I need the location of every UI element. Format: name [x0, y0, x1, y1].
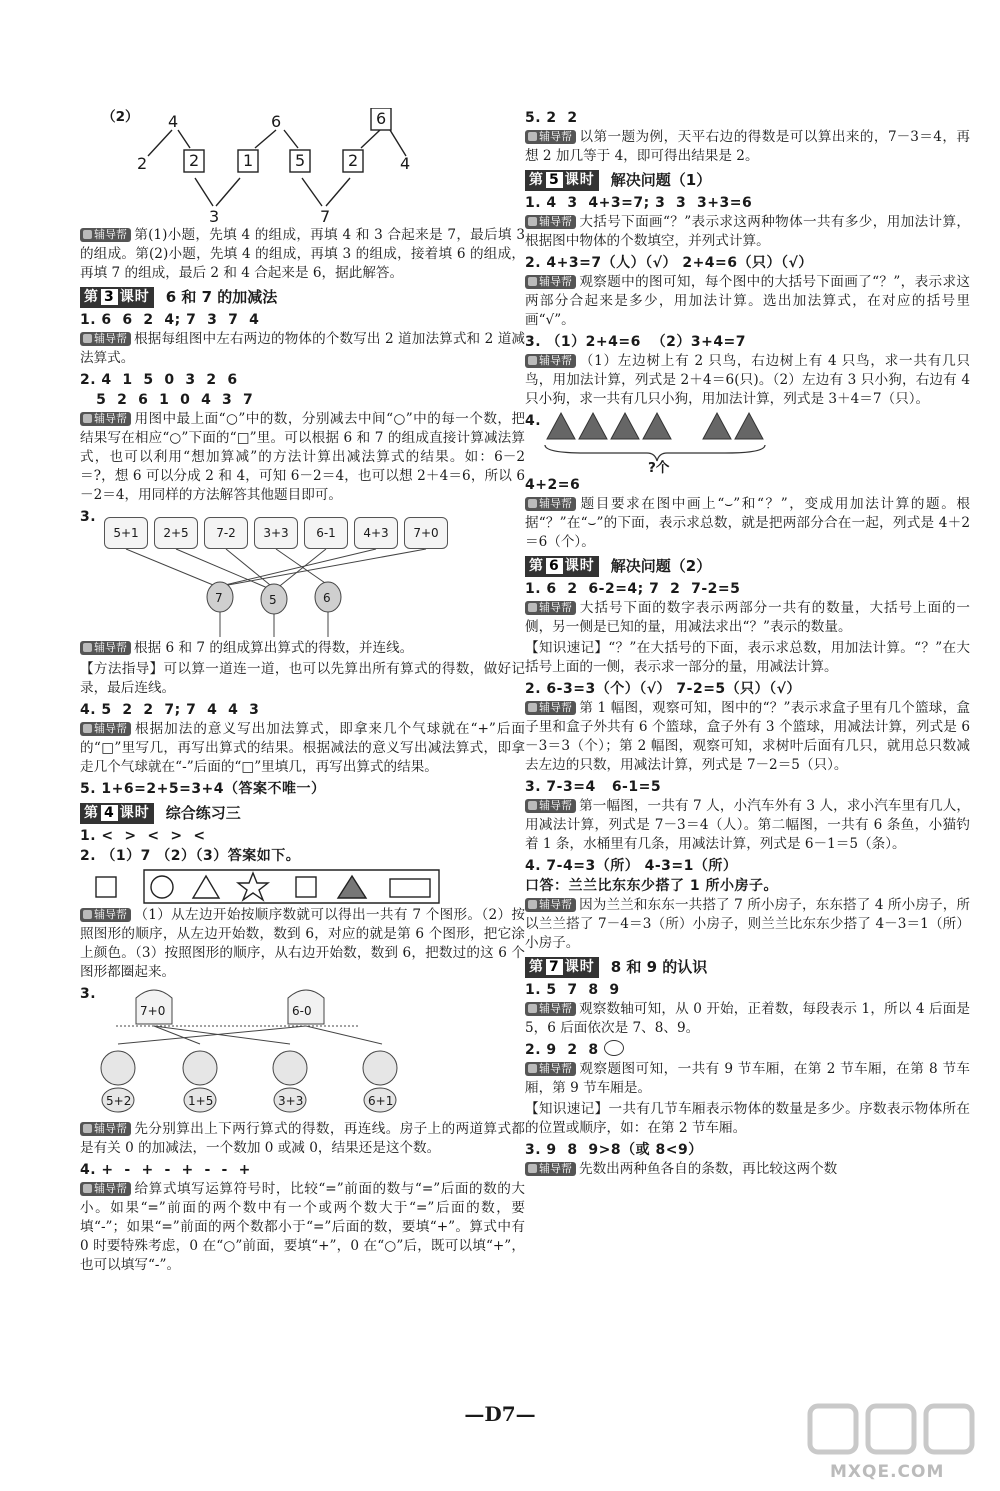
house-bear-figure	[80, 984, 525, 1120]
explanation-text: 大括号下面画“？”表示求这两种物体一共有多少，用加法计算，根据图中物体的个数填空，并列式计算。	[525, 214, 970, 249]
explanation-text: 先分别算出上下两行算式的得数，再连线。房子上的两道算式都是有关 0 的加减法，一个数加 0 或减 0，结果还是这个数。	[80, 1121, 525, 1156]
oral-answer: 口答：兰兰比东东少搭了 1 所小房子。	[525, 878, 778, 894]
explanation	[80, 1180, 525, 1275]
left-column	[80, 108, 525, 1277]
answer-line: 4. 7-4=3（所） 4-3=1（所）	[525, 858, 738, 874]
tree-num: 4	[168, 112, 179, 131]
lesson-title: 解决问题（1）	[610, 170, 712, 189]
lesson-title: 6 和 7 的加减法	[165, 287, 278, 306]
answer-line: 2. 6-3=3（个）（√） 7-2=5（只）（√）	[525, 681, 802, 697]
tutor-tag: 辅导帮	[80, 1122, 131, 1136]
explanation-text: 用图中最上面“○”中的数，分别减去中间“○”中的每一个数，把结果写在相应“○”下面的“□”里。可以根据 6 和 7 的组成直接计算减法算式，也可以利用“想加算减”的方法计算出减法算式的结果。如：6－2＝?，想 6 可以分成 2 和 4，可知 6－2＝4，也可以想 2＋4＝6，所以 6－2＝4，用同样的方法解答其他题目即可。	[80, 411, 525, 503]
tree-num: 7	[320, 207, 331, 226]
tree-label: （2）	[102, 109, 139, 125]
explanation-text: 第一幅图，一共有 7 人，小汽车外有 3 人，求小汽车里有几人，用减法计算，列式是 7－3＝4（人）。第二幅图，一共有 6 条鱼，小猫钓着 1 条，水桶里有几条，用减法计算，列式是 6－1＝5（条）。	[525, 798, 970, 852]
explanation	[80, 226, 525, 283]
question-number: 3.	[80, 509, 97, 525]
brace-label: ?个	[648, 460, 670, 476]
explanation-text: 根据加法的意义写出加法算式，即拿来几个气球就在“+”后面的“□”里写几，再写出算式的结果。根据减法的意义写出减法算式，即拿走几个气球就在“-”后面的“□”里填几，再写出算式的结果。	[80, 721, 525, 775]
lesson-number: 4	[101, 805, 118, 821]
answer-line: 5. 2 2	[525, 110, 578, 126]
lesson-number: 6	[546, 558, 563, 574]
tutor-tag: 辅导帮	[80, 228, 131, 242]
tree-num: 2	[189, 151, 200, 170]
shapes-row	[94, 867, 474, 905]
explanation-text: 第(1)小题，先填 4 的组成，再填 4 和 3 合起来是 7，最后填 3 的组成。第(2)小题，先填 4 的组成，再填 3 的组成，接着填 6 的组成，再填 7 的组成，最后 2 和 4 合起来是 6，据此解答。	[80, 227, 525, 281]
lesson-title: 解决问题（2）	[610, 556, 712, 575]
lesson-number-badge: 第 5 课时	[525, 170, 599, 191]
fox-card: 4+3	[354, 517, 398, 549]
explanation-text: 以第一题为例，天平右边的得数是可以算出来的，7－3＝4，再想 2 加几等于 4，即可得出结果是 2。	[525, 129, 970, 164]
fox-card: 3+3	[254, 517, 298, 549]
shapes-row-figure	[80, 866, 525, 906]
fox-card: 2+5	[154, 517, 198, 549]
answer-line: 5. 1+6=2+5=3+4（答案不唯一）	[80, 781, 326, 797]
tutor-tag: 辅导帮	[525, 354, 576, 368]
fox-card: 6-1	[304, 517, 348, 549]
explanation-text: 题目要求在图中画上“⌣”和“？”，变成用加法计算的题。根据“？”在“⌣”的下面，表示求总数，就是把两部分合在一起，列式是 4＋2＝6（个）。	[525, 496, 970, 550]
answer-line: 3. 9 8 9>8（或 8<9）	[525, 1142, 703, 1158]
answer-line: 4. + - + - + - - +	[80, 1162, 251, 1178]
lesson-header	[525, 555, 970, 577]
explanation-text: 根据 6 和 7 的组成算出算式的得数，并连线。	[134, 640, 414, 656]
lesson-header	[525, 956, 970, 978]
tutor-tag: 辅导帮	[525, 701, 576, 715]
explanation-text: 观察题中的图可知，每个图中的大括号下面画了“？”，表示求这两部分合起来是多少，用加法计算。选出加法算式，在对应的括号里画“√”。	[525, 274, 970, 328]
explanation-text: 给算式填写运算符号时，比较“=”前面的数与“=”后面的数的大小。如果“=”前面的两个数中有一个或两个数大于“=”后面的数，要填“-”；如果“=”前面的两个数都小于“=”后面的数，要填“+”。算式中有 0 时要特殊考虑，0 在“○”前面，要填“+”，0 在“○”后，既可以填“+”，也可以填写“-”。	[80, 1181, 525, 1273]
tutor-tag: 辅导帮	[80, 908, 131, 922]
explanation-text: （1）左边树上有 2 只鸟，右边树上有 4 只鸟，求一共有几只鸟，用加法计算，列式是 2＋4＝6(只)。（2）左边有 3 只小狗，右边有 4 只小狗，求一共有几只小狗，用加法计算，列式是 3＋4＝7（只）。	[525, 353, 970, 407]
explanation	[525, 128, 970, 166]
fox-card: 5+1	[104, 517, 148, 549]
carrot-icon	[604, 1040, 624, 1056]
explanation	[525, 699, 970, 775]
answer-line: 1. 4 3 4+3=7; 3 3 3+3=6	[525, 195, 753, 211]
tutor-tag: 辅导帮	[80, 722, 131, 736]
explanation	[80, 330, 525, 368]
lesson-number: 7	[546, 959, 563, 975]
lesson-header	[80, 802, 525, 824]
tree-num: 3	[209, 207, 220, 226]
fox-card: 7-2	[204, 517, 248, 549]
bear-label: 3+3	[278, 1094, 304, 1108]
explanation-text: （1）从左边开始按顺序数就可以得出一共有 7 个图形。（2）按照图形的顺序，从左边开始数，数到 6，对应的就是第 6 个图形，把它涂上颜色。（3）按照图形的顺序，从右边开始数，数到 6，把数过的这 6 个图形都圈起来。	[80, 907, 525, 980]
answer-line: 2. 4 1 5 0 3 2 6	[80, 372, 238, 388]
pyramids-brace	[525, 411, 965, 475]
lesson-number-badge: 第 4 课时	[80, 803, 154, 824]
explanation	[525, 495, 970, 552]
tutor-tag: 辅导帮	[525, 275, 576, 289]
tutor-tag: 辅导帮	[525, 130, 576, 144]
lesson-number: 3	[101, 289, 118, 305]
fox-balloon-figure	[80, 507, 525, 639]
explanation-text: 第 1 幅图，观察可知，图中的“？”表示求盒子里有几个篮球，盒子里和盒子外共有 6 个篮球，盒子外有 3 个篮球，用减法计算，列式是 6－3＝3（个）；第 2 幅图，观察可知，求树叶后面有几只，就用总只数减去左边的只数，用减法计算，列式是 7－2＝5（只）。	[525, 700, 970, 773]
lesson-title: 综合练习三	[165, 803, 241, 822]
fox-card: 7+0	[404, 517, 448, 549]
explanation	[80, 720, 525, 777]
lesson-header	[80, 286, 525, 308]
answer-text: 2. 9 2 8	[525, 1042, 599, 1058]
knowledge-note: 【知识速记】“？”在大括号的下面，表示求总数，用加法计算。“？”在大括号上面的一侧，表示求一部分的量，用减法计算。	[525, 640, 970, 675]
answer-line: 2. （1）7 （2）（3）答案如下。	[80, 848, 301, 864]
number-tree-figure	[80, 108, 525, 226]
right-column	[525, 108, 970, 1181]
explanation-text: 观察数轴可知，从 0 开始，正着数，每段表示 1，所以 4 后面是 5，6 后面依次是 7、8、9。	[525, 1001, 970, 1036]
explanation	[525, 1160, 970, 1179]
tutor-tag: 辅导帮	[525, 1002, 576, 1016]
pyramids-figure	[525, 411, 970, 475]
tree-num: 6	[376, 109, 387, 128]
watermark-text: MXQE.COM	[830, 1462, 945, 1482]
balloon-number: 7	[215, 591, 223, 605]
answer-line: 3. （1）2+4=6 （2）3+4=7	[525, 334, 747, 350]
tutor-tag: 辅导帮	[80, 641, 131, 655]
answer-line: 5 2 6 1 0 4 3 7	[80, 392, 254, 408]
tutor-tag: 辅导帮	[80, 1182, 131, 1196]
lesson-number-badge: 第 6 课时	[525, 556, 599, 577]
balloon-number: 6	[323, 591, 331, 605]
lesson-number-badge: 第 7 课时	[525, 957, 599, 978]
bear-label: 6+1	[368, 1094, 394, 1108]
explanation	[525, 797, 970, 854]
question-number: 4.	[525, 413, 542, 429]
tutor-tag: 辅导帮	[525, 1062, 576, 1076]
tree-num: 2	[348, 151, 359, 170]
tree-num: 5	[295, 151, 306, 170]
explanation	[80, 639, 525, 658]
lesson-number-badge: 第 3 课时	[80, 287, 154, 308]
explanation	[525, 273, 970, 330]
explanation	[80, 410, 525, 505]
explanation-text: 大括号下面的数字表示两部分一共有的数量，大括号上面的一侧，另一侧是已知的量，用减法求出“？”表示的数量。	[525, 600, 970, 635]
tutor-tag: 辅导帮	[80, 412, 131, 426]
method-guide: 【方法指导】可以算一道连一道，也可以先算出所有算式的得数，做好记录，最后连线。	[80, 661, 525, 696]
house-label: 6-0	[292, 1004, 312, 1018]
question-number: 3.	[80, 986, 97, 1002]
explanation-text: 观察题图可知，一共有 9 节车厢，在第 2 节车厢，在第 8 节车厢，第 9 节车厢是。	[525, 1061, 970, 1096]
bear-label: 5+2	[106, 1094, 132, 1108]
tutor-tag: 辅导帮	[525, 799, 576, 813]
explanation	[525, 599, 970, 637]
lesson-title: 8 和 9 的认识	[610, 957, 708, 976]
tree-num: 6	[271, 112, 282, 131]
knowledge-note: 【知识速记】一共有几节车厢表示物体的数量是多少。序数表示物体所在的位置或顺序，如：在第 2 节车厢。	[525, 1101, 970, 1136]
tutor-tag: 辅导帮	[525, 1162, 576, 1176]
balloon-number: 5	[269, 593, 277, 607]
tutor-tag: 辅导帮	[525, 898, 576, 912]
answer-line: 1. 6 2 6-2=4; 7 2 7-2=5	[525, 581, 741, 597]
explanation	[525, 352, 970, 409]
explanation	[80, 906, 525, 982]
lesson-number: 5	[546, 172, 563, 188]
tutor-tag: 辅导帮	[80, 332, 131, 346]
explanation	[525, 213, 970, 251]
tutor-tag: 辅导帮	[525, 497, 576, 511]
explanation	[525, 896, 970, 953]
explanation-text: 根据每组图中左右两边的物体的个数写出 2 道加法算式和 2 道减法算式。	[80, 331, 525, 366]
answer-line: 2. 4+3=7（人）（√） 2+4=6（只）（√）	[525, 255, 813, 271]
explanation	[525, 1060, 970, 1098]
tree-num: 2	[137, 154, 148, 173]
answer-line: 1. < > < > <	[80, 828, 206, 844]
tree-num: 4	[400, 154, 411, 173]
bear-label: 1+5	[188, 1094, 214, 1108]
explanation	[80, 1120, 525, 1158]
explanation-text: 因为兰兰和东东一共搭了 7 所小房子，东东搭了 4 所小房子，所以兰兰搭了 7－4＝3（所）小房子，则兰兰比东东少搭了 4－3＝1（所）小房子。	[525, 897, 970, 951]
explanation-text: 先数出两种鱼各自的条数，再比较这两个数	[579, 1161, 838, 1177]
page-number: —D7—	[464, 1402, 536, 1426]
tree-num: 1	[243, 151, 254, 170]
answer-line: 4. 5 2 2 7; 7 4 4 3	[80, 702, 260, 718]
lesson-header	[525, 169, 970, 191]
answer-line	[525, 1040, 970, 1060]
answer-line: 1. 5 7 8 9	[525, 982, 620, 998]
answer-line: 4+2=6	[525, 477, 581, 493]
tutor-tag: 辅导帮	[525, 215, 576, 229]
tutor-tag: 辅导帮	[525, 601, 576, 615]
answer-line: 1. 6 6 2 4; 7 3 7 4	[80, 312, 260, 328]
house-label: 7+0	[140, 1004, 166, 1018]
explanation	[525, 1000, 970, 1038]
answer-line: 3. 7-3=4 6-1=5	[525, 779, 662, 795]
